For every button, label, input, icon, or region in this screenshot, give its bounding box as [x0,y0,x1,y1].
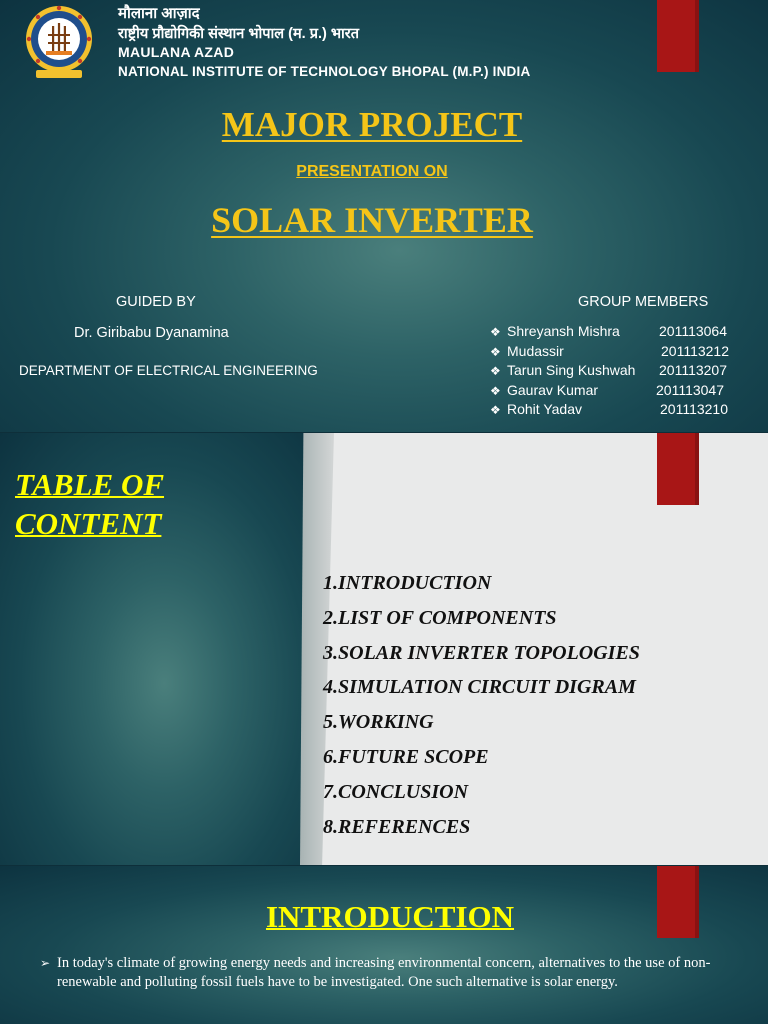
group-members-label: GROUP MEMBERS [578,294,709,310]
toc-heading-line1: TABLE OF [15,467,165,502]
member-name: Rohit Yadav [507,401,582,417]
list-item: 1.INTRODUCTION [323,572,492,594]
introduction-slide [0,866,768,1024]
introduction-paragraph [40,954,730,992]
institute-name-hindi-line2: राष्ट्रीय प्रौद्योगिकी संस्थान भोपाल (म. प्र.) भारत [118,26,359,42]
department-name: DEPARTMENT OF ELECTRICAL ENGINEERING [19,363,318,378]
toc-heading [15,465,164,543]
list-item: 3.SOLAR INVERTER TOPOLOGIES [323,641,640,664]
list-item [490,361,750,381]
list-item: 2.LIST OF COMPONENTS [323,606,557,629]
list-item: 4.SIMULATION CIRCUIT DIGRAM [323,676,636,699]
diamond-bullet-icon: ❖ [490,383,501,398]
list-item [490,322,750,342]
institute-name-line2: NATIONAL INSTITUTE OF TECHNOLOGY BHOPAL (M.P.) INDIA [118,64,531,79]
member-roll: 201113212 [661,342,729,359]
introduction-heading: INTRODUCTION [265,899,515,934]
diamond-bullet-icon: ❖ [490,364,501,378]
project-topic: SOLAR INVERTER [211,200,533,240]
member-name: Mudassir [507,342,564,359]
member-roll: 201113064 [659,323,727,339]
paragraph-text: In today's climate of growing energy needs and increasing environmental concern, alternatives to the use of non-renewable and polluting fossil fuels have to be investigated. One such alternative is solar energy. [57,955,711,990]
member-name: Gaurav Kumar [507,381,599,398]
toc-list [323,569,640,847]
list-item: 5.WORKING [323,711,434,734]
diamond-bullet-icon: ❖ [490,325,501,339]
group-members-list [490,322,750,420]
institute-name-line1: MAULANA AZAD [118,44,235,60]
member-roll: 201113210 [660,401,728,417]
member-name: Tarun Sing Kushwah [507,362,636,378]
institute-name-hindi-line1: मौलाना आज़ाद [118,5,200,22]
guide-name: Dr. Giribabu Dyanamina [74,325,229,341]
diamond-bullet-icon: ❖ [490,344,501,359]
list-item [490,400,750,420]
project-title: MAJOR PROJECT [221,105,523,144]
accent-bar [657,433,699,505]
presentation-subtitle: PRESENTATION ON [296,163,448,180]
member-roll: 201113207 [659,362,727,378]
list-item: 7.CONCLUSION [323,780,469,803]
list-item [490,381,750,401]
member-roll: 201113047 [656,381,724,398]
guided-by-label: GUIDED BY [116,294,196,310]
diamond-bullet-icon: ❖ [490,403,501,417]
arrow-bullet-icon: ➢ [40,956,51,970]
toc-heading-line2: CONTENT [15,506,162,541]
member-name: Shreyansh Mishra [507,323,620,339]
accent-bar [657,0,699,72]
list-item: 8.REFERENCES [323,815,471,838]
title-slide [0,0,768,432]
nit-bhopal-logo-icon [22,4,96,80]
list-item [490,342,750,362]
table-of-content-slide [0,433,768,865]
list-item: 6.FUTURE SCOPE [323,745,489,768]
